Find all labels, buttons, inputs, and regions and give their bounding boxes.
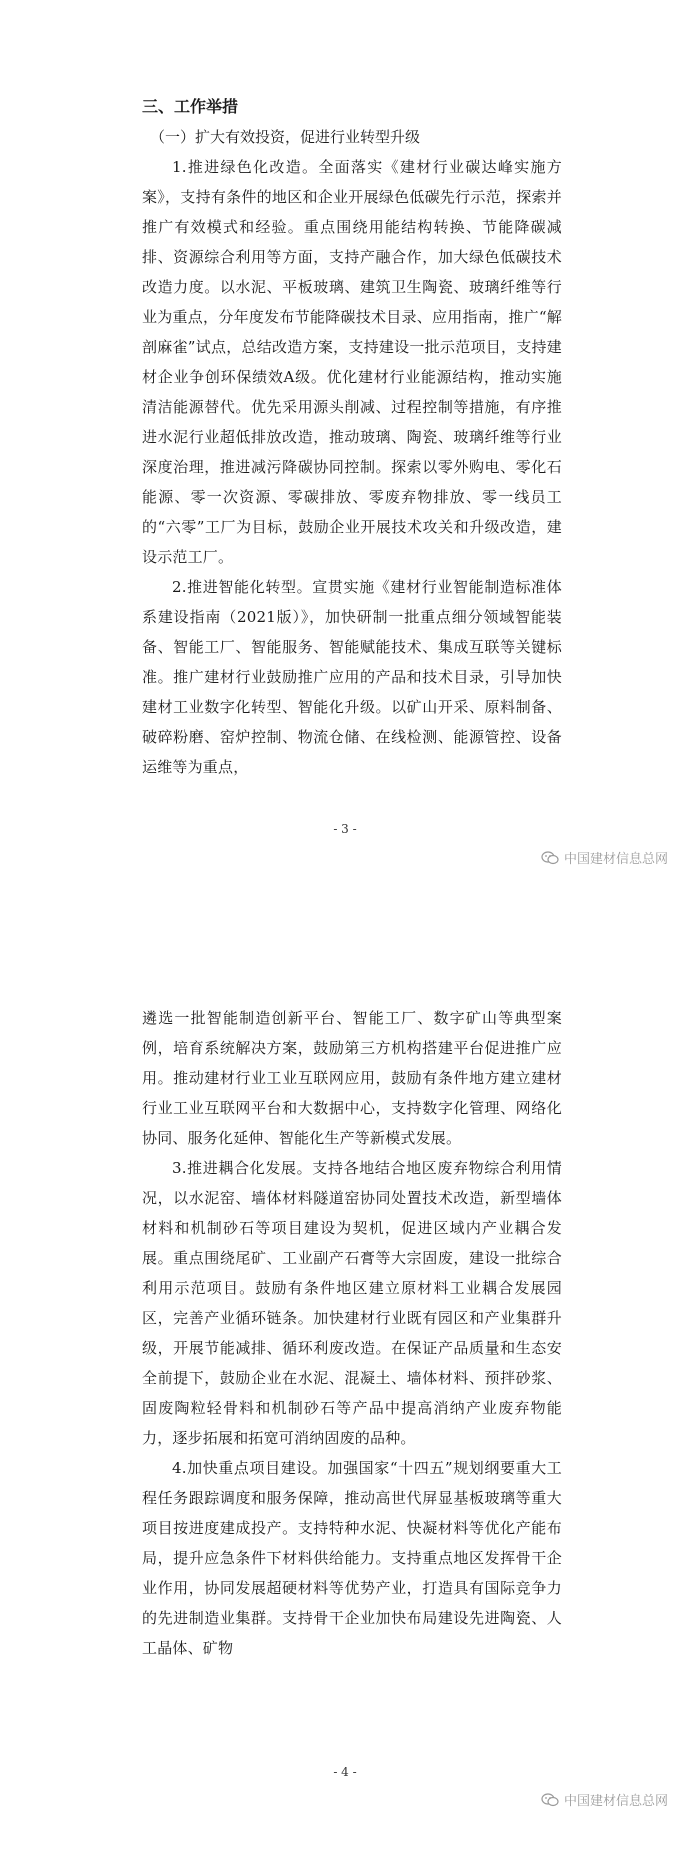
document-page-3 (0, 0, 690, 900)
wechat-icon (541, 1793, 559, 1807)
paragraph-key-projects: 4.加快重点项目建设。加强国家“十四五”规划纲要重大工程任务跟踪调度和服务保障，推动高世代屏显基板玻璃等重大项目按进度建成投产。支持特种水泥、快凝材料等优化产能布局，提升应急条件下材料供给能力。支持重点地区发挥骨干企业作用，协同发展超硬材料等优势产业，打造具有国际竞争力的先进制造业集群。支持骨干企业加快布局建设先进陶瓷、人工晶体、矿物 (142, 1459, 562, 1657)
paragraph-coupled-development: 3.推进耦合化发展。支持各地结合地区废弃物综合利用情况，以水泥窑、墙体材料隧道窑协同处置技术改造，新型墙体材料和机制砂石等项目建设为契机，促进区域内产业耦合发展。重点围绕尾矿、工业副产石膏等大宗固废，建设一批综合利用示范项目。鼓励有条件地区建立原材料工业耦合发展园区，完善产业循环链条。加快建材行业既有园区和产业集群升级，开展节能减排、循环利废改造。在保证产品质量和生态安全前提下，鼓励企业在水泥、混凝土、墙体材料、预拌砂浆、固废陶粒轻骨料和机制砂石等产品中提高消纳产业废弃物能力，逐步拓展和拓宽可消纳固废的品种。 (142, 1159, 562, 1447)
wechat-icon (541, 851, 559, 865)
paragraph-smart-transformation: 2.推进智能化转型。宣贯实施《建材行业智能制造标准体系建设指南（2021版）》，加快研制一批重点细分领域智能装备、智能工厂、智能服务、智能赋能技术、集成互联等关键标准。推广建材行业鼓励推广应用的产品和技术目录，引导加快建材工业数字化转型、智能化升级。以矿山开采、原料制备、破碎粉磨、窑炉控制、物流仓储、在线检测、能源管控、设备运维等为重点， (142, 578, 562, 776)
watermark-text: 中国建材信息总网 (563, 852, 668, 867)
document-page-4 (0, 985, 690, 1864)
paragraph-smart-continued: 遴选一批智能制造创新平台、智能工厂、数字矿山等典型案例，培育系统解决方案，鼓励第三方机构搭建平台促进推广应用。推动建材行业工业互联网应用，鼓励有条件地方建立建材行业工业互联网平台和大数据中心，支持数字化管理、网络化协同、服务化延伸、智能化生产等新模式发展。 (142, 1009, 562, 1147)
subsection-heading: （一）扩大有效投资，促进行业转型升级 (150, 128, 421, 146)
watermark-text: 中国建材信息总网 (563, 1794, 668, 1809)
page-4-content (142, 1003, 562, 1663)
paragraph-green-transformation: 1.推进绿色化改造。全面落实《建材行业碳达峰实施方案》，支持有条件的地区和企业开展绿色低碳先行示范，探索并推广有效模式和经验。重点围绕用能结构转换、节能降碳减排、资源综合利用等方面，支持产融合作，加大绿色低碳技术改造力度。以水泥、平板玻璃、建筑卫生陶瓷、玻璃纤维等行业为重点，分年度发布节能降碳技术目录、应用指南，推广“解剖麻雀”试点，总结改造方案，支持建设一批示范项目，支持建材企业争创环保绩效A级。优化建材行业能源结构，推动实施清洁能源替代。优先采用源头削减、过程控制等措施，有序推进水泥行业超低排放改造，推动玻璃、陶瓷、玻璃纤维等行业深度治理，推进减污降碳协同控制。探索以零外购电、零化石能源、零一次资源、零碳排放、零废弃物排放、零一线员工的“六零”工厂为目标，鼓励企业开展技术攻关和升级改造，建设示范工厂。 (142, 158, 562, 566)
page-number: - 3 - (333, 822, 357, 836)
page-3-content (142, 92, 562, 782)
watermark (541, 848, 668, 867)
page-number: - 4 - (333, 1765, 357, 1779)
section-heading: 三、工作举措 (142, 97, 239, 116)
watermark (541, 1790, 668, 1809)
